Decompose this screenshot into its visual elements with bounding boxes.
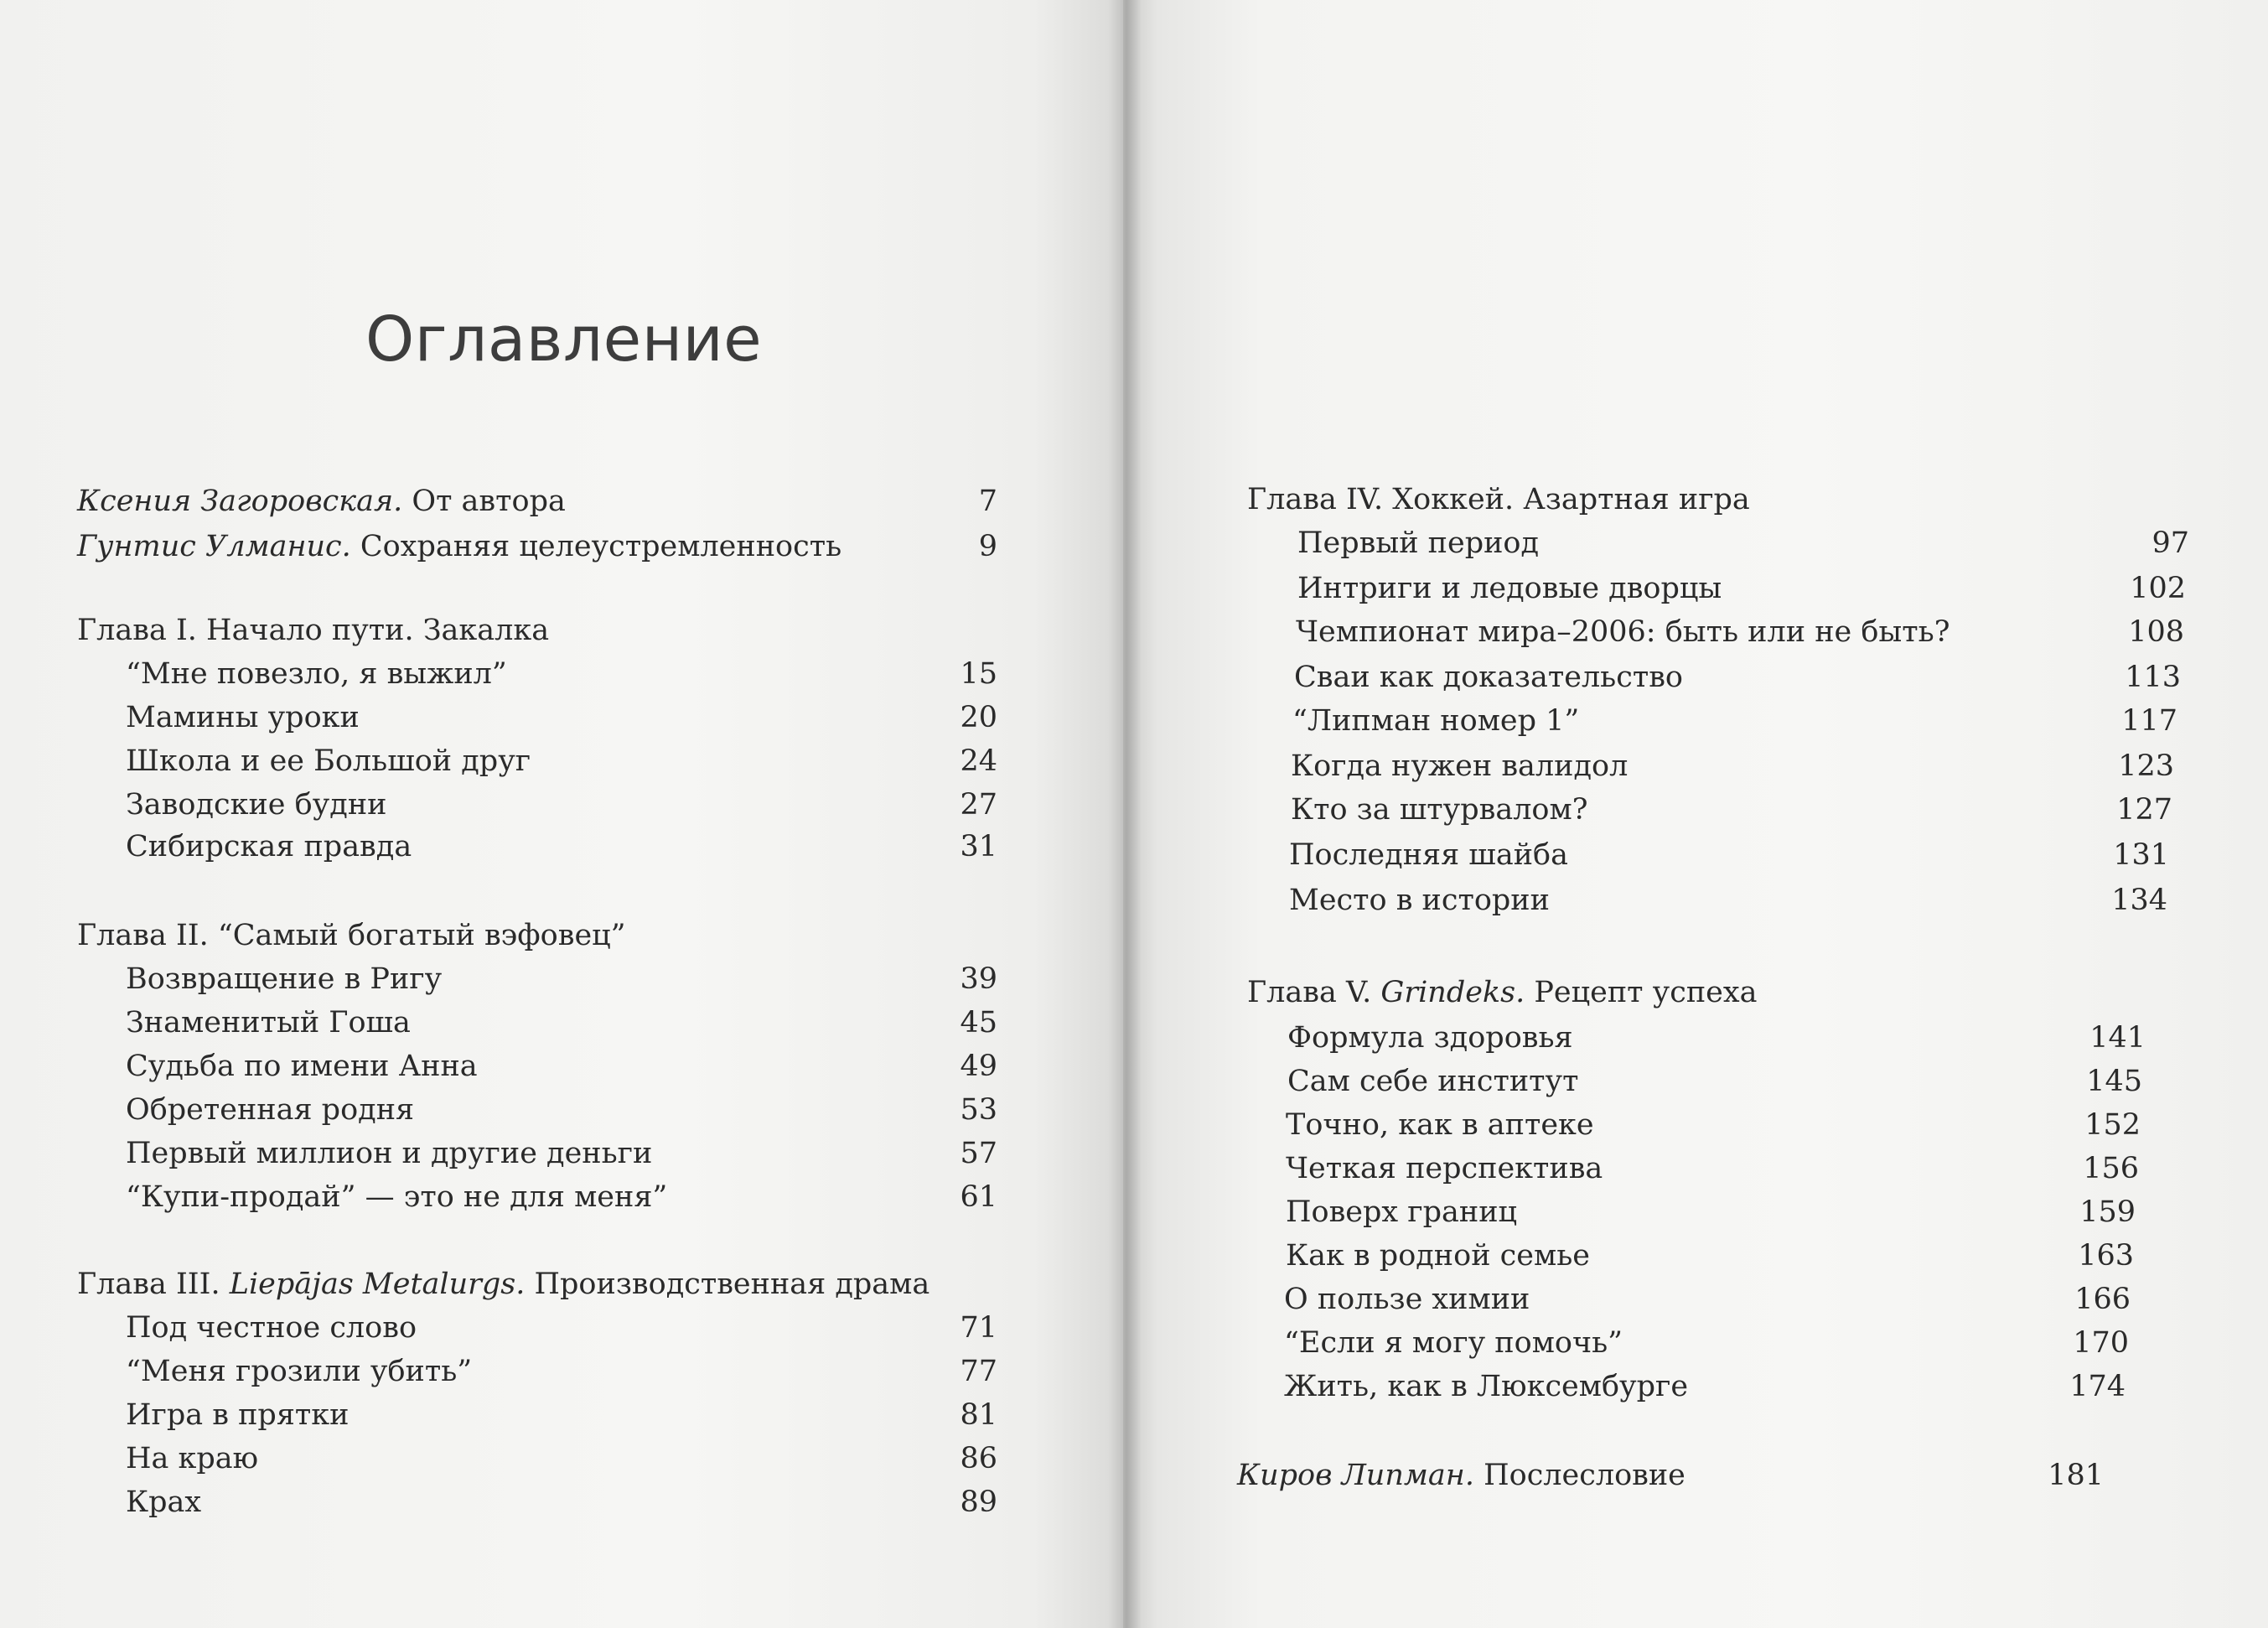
page-number: 141 [2089,1021,2146,1055]
entry-text: От автора [402,485,566,518]
entry-title: Интриги и ледовые дворцы [1297,572,1722,605]
page-number: 7 [978,485,997,518]
entry-title: “Если я могу помочь” [1284,1326,1623,1360]
entry-title: Игра в прятки [126,1398,350,1432]
page-number: 39 [960,962,997,996]
page-number: 163 [2078,1239,2134,1273]
entry-title: Обретенная родня [126,1093,415,1127]
entry-title: Первый миллион и другие деньги [126,1137,653,1170]
entry-title: Мамины уроки [126,701,360,734]
entry-title: Первый период [1297,526,1540,560]
page-number: 131 [2113,838,2169,872]
page-number: 134 [2111,884,2167,917]
entry-title: Сваи как доказательство [1294,661,1683,694]
entry-title: Знаменитый Гоша [126,1006,411,1040]
page-number: 27 [960,788,997,822]
page-title: Оглавление [365,303,763,376]
page-number: 45 [960,1006,997,1040]
entry-title: Возвращение в Ригу [126,962,443,996]
page-number: 53 [960,1093,997,1127]
page-number: 61 [960,1180,997,1214]
entry-title [1247,483,1750,516]
entry-title [77,530,841,563]
page-number: 156 [2083,1152,2139,1185]
entry-title: “Липман номер 1” [1292,704,1580,738]
page-number: 166 [2074,1283,2131,1316]
entry-title: Заводские будни [126,788,387,822]
entry-title [77,1268,929,1301]
author-name: Киров Липман. [1237,1459,1474,1492]
entry-text: Сохраняя целеустремленность [350,530,842,563]
page-number: 20 [960,701,997,734]
page-number: 49 [960,1050,997,1083]
chapter-title: Глава IV. Хоккей. Азартная игра [1247,483,1750,516]
entry-title: “Мне повезло, я выжил” [126,657,507,691]
entry-title [1247,976,1758,1009]
entry-title: Школа и ее Большой друг [126,744,531,778]
page-number: 86 [960,1442,997,1475]
page-number: 81 [960,1398,997,1432]
entry-title: Кто за штурвалом? [1291,793,1588,827]
page-number: 71 [960,1311,997,1345]
entry-title: Точно, как в аптеке [1286,1108,1594,1142]
entry-title: “Меня грозили убить” [126,1355,473,1388]
entry-title [77,485,566,518]
entry-title: Последняя шайба [1289,838,1568,872]
chapter-company-name: Liepājas Metalurgs. [229,1268,526,1301]
page-number: 24 [960,744,997,778]
author-name: Ксения Загоровская. [77,485,403,518]
entry-title: Сам себе институт [1287,1065,1579,1098]
entry-title: Чемпионат мира–2006: быть или не быть? [1296,615,1950,649]
page-number: 113 [2125,661,2181,694]
page-number: 89 [960,1485,997,1519]
entry-title: Как в родной семье [1286,1239,1590,1273]
entry-title: Когда нужен валидол [1291,749,1629,783]
entry-title: “Купи-продай” — это не для меня” [126,1180,668,1214]
page-number: 117 [2121,704,2177,738]
chapter-title: Глава II. “Самый богатый вэфовец” [77,919,626,952]
book-spine-shadow [1108,0,1142,1628]
chapter-title: Глава I. Начало пути. Закалка [77,614,550,647]
page-number: 127 [2116,793,2172,827]
page-number: 174 [2069,1370,2126,1403]
entry-title: Судьба по имени Анна [126,1050,478,1083]
entry-title [77,919,626,952]
author-name: Гунтис Улманис. [77,530,351,563]
entry-title: На краю [126,1442,259,1475]
entry-title: Место в истории [1289,884,1550,917]
entry-title: Жить, как в Люксембурге [1284,1370,1689,1403]
entry-title: Поверх границ [1286,1195,1518,1229]
chapter-subtitle: Рецепт успеха [1525,976,1758,1009]
chapter-subtitle: Производственная драма [525,1268,930,1301]
page-number: 159 [2079,1195,2136,1229]
entry-title: Крах [126,1485,202,1519]
entry-text: Послесловие [1473,1459,1685,1492]
page-number: 152 [2084,1108,2141,1142]
page-number: 9 [978,530,997,563]
page-number: 15 [960,657,997,691]
page-number: 181 [2048,1459,2104,1492]
page-number: 123 [2118,749,2174,783]
page-number: 108 [2128,615,2184,649]
chapter-title: Глава III. [77,1268,230,1301]
page-number: 57 [960,1137,997,1170]
page-number: 31 [960,830,997,863]
page-number: 97 [2151,526,2189,560]
entry-title: Формула здоровья [1287,1021,1573,1055]
entry-title [77,614,549,647]
page-number: 145 [2086,1065,2142,1098]
chapter-company-name: Grindeks. [1380,976,1525,1009]
entry-title: О пользе химии [1284,1283,1530,1316]
page-number: 77 [960,1355,997,1388]
entry-title: Под честное слово [126,1311,417,1345]
entry-title [1237,1459,1685,1492]
chapter-title: Глава V. [1247,976,1381,1009]
page-number: 102 [2130,572,2186,605]
entry-title: Сибирская правда [126,830,412,863]
page-number: 170 [2073,1326,2129,1360]
entry-title: Четкая перспектива [1286,1152,1603,1185]
